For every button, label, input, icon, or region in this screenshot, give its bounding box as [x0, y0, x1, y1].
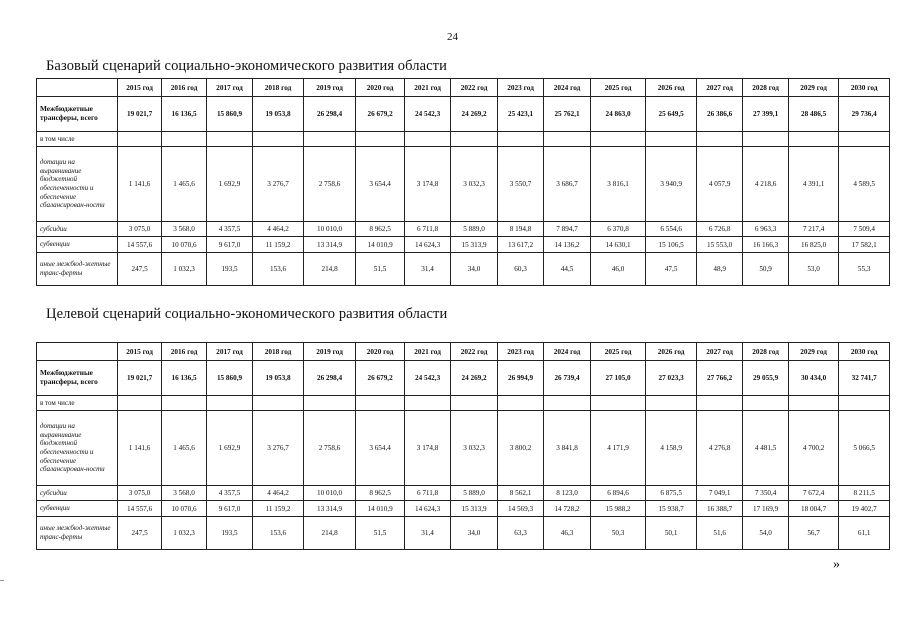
- table-row: [37, 237, 890, 253]
- value-cell: 8 562,1: [497, 486, 543, 501]
- value-cell: [646, 132, 697, 147]
- value-cell: 25 649,5: [646, 97, 697, 132]
- value-cell: 50,9: [743, 253, 788, 286]
- value-cell: 214,8: [303, 517, 356, 550]
- value-cell: 1 032,3: [162, 253, 206, 286]
- value-cell: 4 589,5: [839, 147, 890, 222]
- year-header: 2021 год: [404, 343, 450, 361]
- value-cell: 26 739,4: [544, 361, 590, 396]
- value-cell: 14 624,3: [404, 237, 450, 253]
- year-header: 2015 год: [117, 79, 161, 97]
- value-cell: [162, 132, 206, 147]
- value-cell: [303, 396, 356, 411]
- table-title: Базовый сценарий социально-экономического развития области: [46, 58, 447, 74]
- value-cell: 3 841,8: [544, 411, 590, 486]
- value-cell: 5 889,0: [451, 222, 497, 237]
- value-cell: 13 617,2: [497, 237, 543, 253]
- value-cell: 15 988,2: [590, 501, 646, 517]
- value-cell: 10 010,0: [303, 222, 356, 237]
- header-corner-cell: [37, 79, 118, 97]
- value-cell: 3 550,7: [497, 147, 543, 222]
- table-row: [37, 486, 890, 501]
- table-row: [37, 396, 890, 411]
- value-cell: 14 010,9: [356, 237, 405, 253]
- value-cell: 32 741,7: [839, 361, 890, 396]
- value-cell: 6 711,8: [404, 222, 450, 237]
- year-header: 2015 год: [117, 343, 161, 361]
- value-cell: 63,3: [497, 517, 543, 550]
- value-cell: 25 762,1: [544, 97, 590, 132]
- value-cell: 29 736,4: [839, 97, 890, 132]
- row-label: субсидии: [37, 486, 118, 501]
- value-cell: 4 057,9: [696, 147, 742, 222]
- table-row: [37, 132, 890, 147]
- value-cell: 153,6: [253, 517, 304, 550]
- row-label: иные межбюд-жетные транс-ферты: [37, 253, 118, 286]
- value-cell: 50,3: [590, 517, 646, 550]
- row-label: в том числе: [37, 132, 118, 147]
- table-row: [37, 517, 890, 550]
- value-cell: 3 032,3: [451, 147, 497, 222]
- table-row: [37, 253, 890, 286]
- value-cell: 26 386,6: [696, 97, 742, 132]
- value-cell: 46,0: [590, 253, 646, 286]
- value-cell: 15 860,9: [206, 361, 252, 396]
- value-cell: 27 023,3: [646, 361, 697, 396]
- value-cell: 153,6: [253, 253, 304, 286]
- value-cell: 11 159,2: [253, 237, 304, 253]
- value-cell: 16 136,5: [162, 361, 206, 396]
- value-cell: 24 863,0: [590, 97, 646, 132]
- value-cell: 4 391,1: [788, 147, 839, 222]
- value-cell: 1 141,6: [117, 411, 161, 486]
- year-header: 2017 год: [206, 343, 252, 361]
- value-cell: [206, 396, 252, 411]
- year-header: 2030 год: [839, 79, 890, 97]
- value-cell: [303, 132, 356, 147]
- page-number: 24: [447, 31, 458, 43]
- value-cell: 3 654,4: [356, 411, 405, 486]
- value-cell: 25 423,1: [497, 97, 543, 132]
- header-row: [37, 79, 890, 97]
- year-header: 2019 год: [303, 79, 356, 97]
- value-cell: 1 692,9: [206, 147, 252, 222]
- value-cell: [590, 396, 646, 411]
- value-cell: 46,3: [544, 517, 590, 550]
- row-label: дотации на выравнивание бюджетной обеспеченности и обеспечение сбалансирован-ности: [37, 411, 118, 486]
- value-cell: 247,5: [117, 253, 161, 286]
- value-cell: [253, 132, 304, 147]
- year-header: 2022 год: [451, 343, 497, 361]
- value-cell: 4 276,8: [696, 411, 742, 486]
- value-cell: [839, 396, 890, 411]
- year-header: 2024 год: [544, 79, 590, 97]
- value-cell: [696, 132, 742, 147]
- year-header: 2027 год: [696, 343, 742, 361]
- value-cell: 14 624,3: [404, 501, 450, 517]
- value-cell: 3 940,9: [646, 147, 697, 222]
- value-cell: 24 269,2: [451, 97, 497, 132]
- value-cell: 3 032,3: [451, 411, 497, 486]
- value-cell: 24 542,3: [404, 361, 450, 396]
- value-cell: [117, 396, 161, 411]
- row-label: дотации на выравнивание бюджетной обеспеченности и обеспечение сбалансирован-ности: [37, 147, 118, 222]
- value-cell: 3 816,1: [590, 147, 646, 222]
- data-table: [36, 342, 890, 550]
- value-cell: 3 174,8: [404, 147, 450, 222]
- value-cell: 4 158,9: [646, 411, 697, 486]
- closing-quote-mark: »: [833, 557, 840, 572]
- value-cell: 50,1: [646, 517, 697, 550]
- value-cell: 19 021,7: [117, 97, 161, 132]
- value-cell: 4 357,5: [206, 222, 252, 237]
- value-cell: 61,1: [839, 517, 890, 550]
- value-cell: 51,6: [696, 517, 742, 550]
- year-header: 2025 год: [590, 343, 646, 361]
- value-cell: 16 136,5: [162, 97, 206, 132]
- value-cell: 15 553,0: [696, 237, 742, 253]
- value-cell: 4 218,6: [743, 147, 788, 222]
- value-cell: 19 053,8: [253, 97, 304, 132]
- value-cell: 28 486,5: [788, 97, 839, 132]
- value-cell: 4 171,9: [590, 411, 646, 486]
- value-cell: 26 994,9: [497, 361, 543, 396]
- year-header: 2026 год: [646, 79, 697, 97]
- year-header: 2020 год: [356, 79, 405, 97]
- year-header: 2017 год: [206, 79, 252, 97]
- value-cell: [162, 396, 206, 411]
- value-cell: 3 686,7: [544, 147, 590, 222]
- value-cell: 17 582,1: [839, 237, 890, 253]
- value-cell: 29 055,9: [743, 361, 788, 396]
- value-cell: [117, 132, 161, 147]
- value-cell: 14 557,6: [117, 501, 161, 517]
- year-header: 2027 год: [696, 79, 742, 97]
- header-row: [37, 343, 890, 361]
- value-cell: 18 004,7: [788, 501, 839, 517]
- row-label: Межбюджетные трансферы, всего: [37, 361, 118, 396]
- value-cell: 31,4: [404, 253, 450, 286]
- value-cell: 7 894,7: [544, 222, 590, 237]
- value-cell: 8 962,5: [356, 486, 405, 501]
- value-cell: 214,8: [303, 253, 356, 286]
- value-cell: 14 136,2: [544, 237, 590, 253]
- value-cell: 3 568,0: [162, 222, 206, 237]
- value-cell: 6 726,8: [696, 222, 742, 237]
- value-cell: [743, 132, 788, 147]
- value-cell: [253, 396, 304, 411]
- value-cell: [839, 132, 890, 147]
- value-cell: [646, 396, 697, 411]
- row-label: субвенции: [37, 501, 118, 517]
- value-cell: 44,5: [544, 253, 590, 286]
- year-header: 2029 год: [788, 343, 839, 361]
- value-cell: 54,0: [743, 517, 788, 550]
- value-cell: 3 654,4: [356, 147, 405, 222]
- value-cell: 7 217,4: [788, 222, 839, 237]
- value-cell: 17 169,9: [743, 501, 788, 517]
- year-header: 2028 год: [743, 79, 788, 97]
- value-cell: 8 962,5: [356, 222, 405, 237]
- value-cell: [451, 132, 497, 147]
- year-header: 2022 год: [451, 79, 497, 97]
- value-cell: 14 728,2: [544, 501, 590, 517]
- value-cell: 51,5: [356, 253, 405, 286]
- value-cell: 24 542,3: [404, 97, 450, 132]
- row-label: Межбюджетные трансферы, всего: [37, 97, 118, 132]
- value-cell: 6 963,3: [743, 222, 788, 237]
- year-header: 2020 год: [356, 343, 405, 361]
- value-cell: 26 679,2: [356, 361, 405, 396]
- value-cell: 4 481,5: [743, 411, 788, 486]
- year-header: 2016 год: [162, 343, 206, 361]
- value-cell: 5 066,5: [839, 411, 890, 486]
- value-cell: 10 070,6: [162, 237, 206, 253]
- value-cell: 11 159,2: [253, 501, 304, 517]
- value-cell: 4 700,2: [788, 411, 839, 486]
- row-label: иные межбюд-жетные транс-ферты: [37, 517, 118, 550]
- value-cell: 1 141,6: [117, 147, 161, 222]
- value-cell: 3 568,0: [162, 486, 206, 501]
- value-cell: 26 679,2: [356, 97, 405, 132]
- value-cell: 15 313,9: [451, 501, 497, 517]
- value-cell: 34,0: [451, 253, 497, 286]
- value-cell: 247,5: [117, 517, 161, 550]
- row-label: в том числе: [37, 396, 118, 411]
- value-cell: 47,5: [646, 253, 697, 286]
- value-cell: 34,0: [451, 517, 497, 550]
- value-cell: 7 049,1: [696, 486, 742, 501]
- value-cell: 55,3: [839, 253, 890, 286]
- margin-tick: [0, 580, 4, 581]
- value-cell: [404, 396, 450, 411]
- value-cell: [356, 396, 405, 411]
- value-cell: [451, 396, 497, 411]
- value-cell: 56,7: [788, 517, 839, 550]
- value-cell: 3 075,0: [117, 222, 161, 237]
- value-cell: 9 617,0: [206, 237, 252, 253]
- value-cell: 8 123,0: [544, 486, 590, 501]
- value-cell: 7 672,4: [788, 486, 839, 501]
- value-cell: 1 032,3: [162, 517, 206, 550]
- value-cell: 27 105,0: [590, 361, 646, 396]
- value-cell: 6 711,8: [404, 486, 450, 501]
- year-header: 2029 год: [788, 79, 839, 97]
- value-cell: 6 370,8: [590, 222, 646, 237]
- value-cell: 19 402,7: [839, 501, 890, 517]
- year-header: 2019 год: [303, 343, 356, 361]
- value-cell: 6 554,6: [646, 222, 697, 237]
- value-cell: 13 314,9: [303, 501, 356, 517]
- table-row: [37, 97, 890, 132]
- year-header: 2018 год: [253, 79, 304, 97]
- table-title: Целевой сценарий социально-экономического развития области: [46, 306, 448, 322]
- value-cell: 9 617,0: [206, 501, 252, 517]
- year-header: 2028 год: [743, 343, 788, 361]
- value-cell: 27 766,2: [696, 361, 742, 396]
- value-cell: 15 106,5: [646, 237, 697, 253]
- value-cell: [788, 396, 839, 411]
- value-cell: 3 276,7: [253, 147, 304, 222]
- value-cell: [590, 132, 646, 147]
- value-cell: 30 434,0: [788, 361, 839, 396]
- value-cell: 3 075,0: [117, 486, 161, 501]
- value-cell: [497, 132, 543, 147]
- value-cell: 19 021,7: [117, 361, 161, 396]
- value-cell: 8 211,5: [839, 486, 890, 501]
- value-cell: [696, 396, 742, 411]
- value-cell: 15 938,7: [646, 501, 697, 517]
- value-cell: 2 758,6: [303, 411, 356, 486]
- value-cell: 1 692,9: [206, 411, 252, 486]
- value-cell: 15 313,9: [451, 237, 497, 253]
- year-header: 2026 год: [646, 343, 697, 361]
- value-cell: 53,0: [788, 253, 839, 286]
- value-cell: 13 314,9: [303, 237, 356, 253]
- value-cell: 7 350,4: [743, 486, 788, 501]
- value-cell: 16 166,3: [743, 237, 788, 253]
- value-cell: 14 569,3: [497, 501, 543, 517]
- value-cell: 5 889,0: [451, 486, 497, 501]
- header-corner-cell: [37, 343, 118, 361]
- table-row: [37, 222, 890, 237]
- value-cell: 8 194,8: [497, 222, 543, 237]
- value-cell: 14 010,9: [356, 501, 405, 517]
- value-cell: 14 630,1: [590, 237, 646, 253]
- value-cell: 24 269,2: [451, 361, 497, 396]
- value-cell: 16 388,7: [696, 501, 742, 517]
- value-cell: [356, 132, 405, 147]
- value-cell: 1 465,6: [162, 411, 206, 486]
- table-row: [37, 361, 890, 396]
- value-cell: 48,9: [696, 253, 742, 286]
- value-cell: 26 298,4: [303, 361, 356, 396]
- value-cell: [206, 132, 252, 147]
- year-header: 2024 год: [544, 343, 590, 361]
- value-cell: 10 010,0: [303, 486, 356, 501]
- value-cell: [743, 396, 788, 411]
- year-header: 2025 год: [590, 79, 646, 97]
- row-label: субсидии: [37, 222, 118, 237]
- value-cell: 15 860,9: [206, 97, 252, 132]
- value-cell: [788, 132, 839, 147]
- year-header: 2023 год: [497, 343, 543, 361]
- row-label: субвенции: [37, 237, 118, 253]
- value-cell: 60,3: [497, 253, 543, 286]
- value-cell: 51,5: [356, 517, 405, 550]
- value-cell: 3 174,8: [404, 411, 450, 486]
- value-cell: 10 070,6: [162, 501, 206, 517]
- data-table: [36, 78, 890, 286]
- value-cell: 26 298,4: [303, 97, 356, 132]
- value-cell: 4 464,2: [253, 222, 304, 237]
- value-cell: 19 053,8: [253, 361, 304, 396]
- table-row: [37, 501, 890, 517]
- table-row: [37, 147, 890, 222]
- year-header: 2023 год: [497, 79, 543, 97]
- value-cell: [404, 132, 450, 147]
- value-cell: 3 800,2: [497, 411, 543, 486]
- value-cell: 14 557,6: [117, 237, 161, 253]
- value-cell: 193,5: [206, 517, 252, 550]
- value-cell: 1 465,6: [162, 147, 206, 222]
- value-cell: 6 875,5: [646, 486, 697, 501]
- year-header: 2016 год: [162, 79, 206, 97]
- value-cell: [497, 396, 543, 411]
- value-cell: 4 464,2: [253, 486, 304, 501]
- table-row: [37, 411, 890, 486]
- value-cell: 2 758,6: [303, 147, 356, 222]
- year-header: 2021 год: [404, 79, 450, 97]
- value-cell: 6 894,6: [590, 486, 646, 501]
- value-cell: 3 276,7: [253, 411, 304, 486]
- value-cell: [544, 132, 590, 147]
- value-cell: 31,4: [404, 517, 450, 550]
- value-cell: 7 509,4: [839, 222, 890, 237]
- value-cell: 4 357,5: [206, 486, 252, 501]
- value-cell: 27 399,1: [743, 97, 788, 132]
- year-header: 2030 год: [839, 343, 890, 361]
- value-cell: [544, 396, 590, 411]
- value-cell: 193,5: [206, 253, 252, 286]
- value-cell: 16 825,0: [788, 237, 839, 253]
- year-header: 2018 год: [253, 343, 304, 361]
